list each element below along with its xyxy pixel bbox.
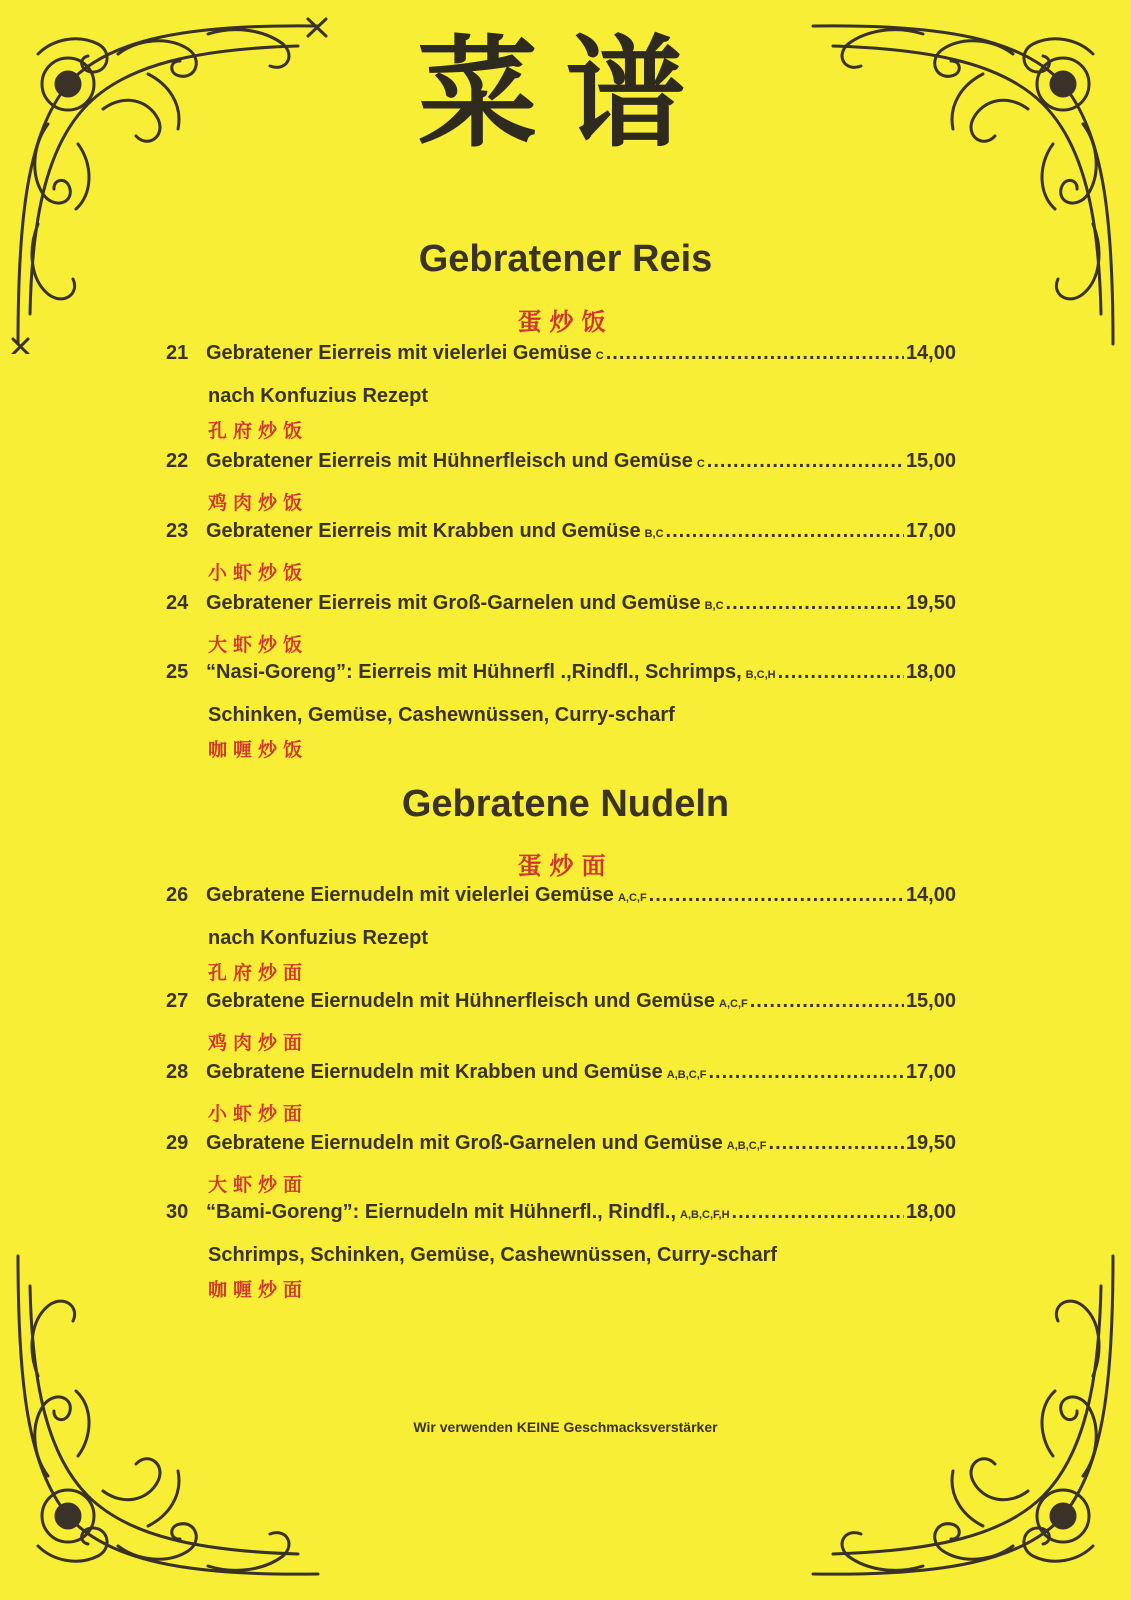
- item-allergens: B,C: [644, 528, 664, 540]
- item-allergens: A,C,F: [719, 998, 748, 1010]
- section-title-nudeln: Gebratene Nudeln: [401, 783, 730, 825]
- item-name: Gebratene Eiernudeln mit Groß-Garnelen und Gemüse: [206, 1132, 723, 1154]
- section-title-reis: Gebratener Reis: [418, 238, 713, 280]
- menu-item: [166, 990, 956, 1060]
- item-number: 22: [166, 450, 189, 472]
- item-allergens: C: [696, 458, 705, 470]
- item-price: 19,50: [905, 1132, 956, 1154]
- item-chinese-name: 咖喱炒面: [208, 1279, 309, 1301]
- item-number: 27: [166, 990, 189, 1012]
- item-chinese-name: 大虾炒饭: [208, 634, 309, 656]
- item-number: 21: [166, 342, 189, 364]
- item-chinese-name: 大虾炒面: [208, 1174, 309, 1196]
- menu-title: 菜谱: [417, 23, 714, 164]
- item-chinese-name: 孔府炒饭: [208, 420, 309, 442]
- section-subtitle-nudeln: 蛋炒面: [517, 852, 614, 880]
- item-allergens: A,B,C,F: [666, 1069, 707, 1081]
- item-number: 23: [166, 520, 189, 542]
- item-chinese-name: 鸡肉炒饭: [208, 492, 309, 514]
- dot-leader: [707, 450, 904, 473]
- item-description: Schrimps, Schinken, Gemüse, Cashewnüssen, Curry-scharf: [208, 1244, 778, 1266]
- dot-leader: [709, 1061, 904, 1084]
- item-name: Gebratene Eiernudeln mit Krabben und Gemüse: [206, 1061, 663, 1083]
- menu-item: [166, 592, 956, 662]
- item-name: “Bami-Goreng”: Eiernudeln mit Hühnerfl., Rindfl.,: [206, 1201, 677, 1223]
- item-name: Gebratener Eierreis mit Krabben und Gemüse: [206, 520, 641, 542]
- menu-item: [166, 1132, 956, 1202]
- menu-item: [166, 450, 956, 520]
- item-number: 28: [166, 1061, 189, 1083]
- item-price: 19,50: [905, 592, 956, 614]
- item-description: Schinken, Gemüse, Cashewnüssen, Curry-scharf: [208, 704, 675, 726]
- menu-item: [166, 661, 956, 767]
- item-name: Gebratener Eierreis mit Hühnerfleisch und Gemüse: [206, 450, 693, 472]
- item-name: Gebratene Eiernudeln mit vielerlei Gemüse: [206, 884, 614, 906]
- item-price: 18,00: [905, 661, 956, 683]
- item-chinese-name: 咖喱炒饭: [208, 739, 309, 761]
- item-number: 25: [166, 661, 189, 683]
- item-chinese-name: 小虾炒饭: [208, 562, 309, 584]
- item-price: 17,00: [905, 520, 956, 542]
- item-chinese-name: 孔府炒面: [208, 962, 309, 984]
- footer-note: Wir verwenden KEINE Geschmacksverstärker: [413, 1419, 718, 1435]
- dot-leader: [769, 1132, 904, 1155]
- menu-item: [166, 520, 956, 590]
- dot-leader: [726, 592, 904, 615]
- item-price: 15,00: [905, 990, 956, 1012]
- item-price: 17,00: [905, 1061, 956, 1083]
- item-allergens: B,C,H: [745, 669, 776, 681]
- item-allergens: A,B,C,F,H: [680, 1209, 730, 1221]
- item-number: 30: [166, 1201, 189, 1223]
- item-allergens: A,C,F: [617, 892, 647, 904]
- item-number: 26: [166, 884, 189, 906]
- item-description: nach Konfuzius Rezept: [208, 385, 429, 407]
- menu-item: [166, 1201, 956, 1307]
- item-price: 14,00: [905, 884, 956, 906]
- dot-leader: [666, 520, 904, 543]
- dot-leader: [606, 342, 904, 365]
- item-description: nach Konfuzius Rezept: [208, 927, 429, 949]
- menu-item: [166, 884, 956, 990]
- item-chinese-name: 鸡肉炒面: [208, 1032, 309, 1054]
- item-price: 14,00: [905, 342, 956, 364]
- item-number: 29: [166, 1132, 189, 1154]
- item-price: 18,00: [905, 1201, 956, 1223]
- item-chinese-name: 小虾炒面: [208, 1103, 309, 1125]
- item-name: Gebratener Eierreis mit Groß-Garnelen und Gemüse: [206, 592, 701, 614]
- dot-leader: [750, 990, 904, 1013]
- menu-item: [166, 1061, 956, 1131]
- menu-item: [166, 342, 956, 448]
- item-name: Gebratener Eierreis mit vielerlei Gemüse: [206, 342, 592, 364]
- dot-leader: [649, 884, 904, 907]
- item-price: 15,00: [905, 450, 956, 472]
- item-allergens: C: [595, 350, 604, 362]
- item-name: Gebratene Eiernudeln mit Hühnerfleisch und Gemüse: [206, 990, 715, 1012]
- item-number: 24: [166, 592, 189, 614]
- dot-leader: [732, 1201, 904, 1224]
- item-allergens: A,B,C,F: [726, 1140, 767, 1152]
- dot-leader: [778, 661, 904, 684]
- item-allergens: B,C: [704, 600, 724, 612]
- section-subtitle-reis: 蛋炒饭: [517, 308, 614, 336]
- item-name: “Nasi-Goreng”: Eierreis mit Hühnerfl .,Rindfl., Schrimps,: [206, 661, 742, 683]
